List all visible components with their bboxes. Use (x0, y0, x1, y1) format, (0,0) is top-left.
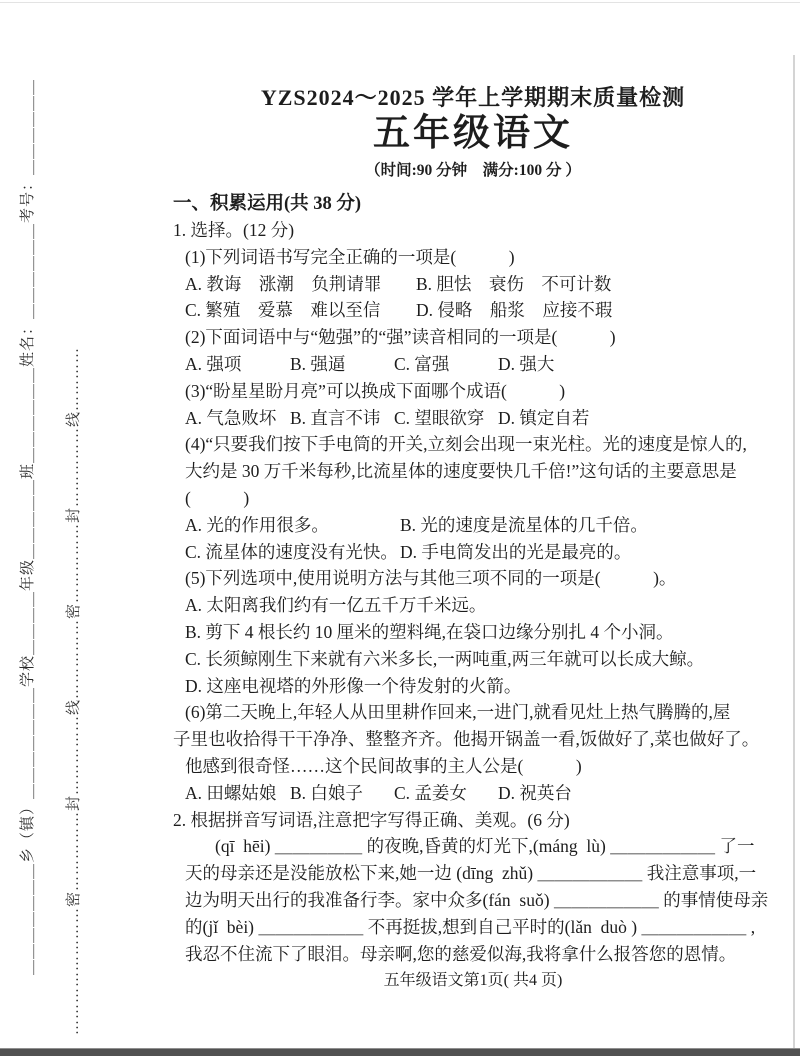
q1-sub5-option-b: B. 剪下 4 根长约 10 厘米的塑料绳,在袋口边缘分别扎 4 个小洞。 (185, 621, 674, 642)
q1-sub2-stem: (2)下面词语中与“勉强”的“强”读音相同的一项是( ) (185, 327, 616, 348)
q1-sub6-options (173, 780, 773, 807)
option-a: A. 气急败坏 (185, 407, 277, 428)
option-d: D. 祝英台 (498, 782, 572, 803)
option-c: C. 繁殖 爱慕 难以至信 (185, 300, 381, 321)
q2-paragraph-line5: 我忍不住流下了眼泪。母亲啊,您的慈爱似海,我将拿什么报答您的恩情。 (185, 943, 737, 964)
question-2-title: 2. 根据拼音写词语,注意把字写得正确、美观。(6 分) (173, 809, 570, 830)
q1-sub3-stem: (3)“盼星星盼月亮”可以换成下面哪个成语( ) (185, 380, 566, 401)
q1-sub2-options (173, 351, 773, 378)
q1-sub1-options-cd (173, 297, 773, 324)
q1-sub4-stem-line1: (4)“只要我们按下手电筒的开关,立刻会出现一束光柱。光的速度是惊人的, (185, 434, 747, 455)
page-footer: 五年级语文第1页( 共4 页) (383, 972, 563, 990)
option-b: B. 白娘子 (290, 782, 363, 803)
option-d: D. 镇定自若 (498, 407, 590, 428)
q1-sub5-option-c: C. 长须鲸刚生下来就有六米多长,一两吨重,两三年就可以长成大鲸。 (185, 648, 705, 669)
q1-sub5-option-a: A. 太阳离我们约有一亿五千万千米远。 (185, 595, 487, 616)
q1-sub5-option-d: D. 这座电视塔的外形像一个待发射的火箭。 (185, 675, 522, 696)
q1-sub1-stem: (1)下列词语书写完全正确的一项是( ) (185, 246, 515, 267)
option-c: C. 流星体的速度没有光快。 (185, 541, 398, 562)
q2-paragraph-line2: 天的母亲还是没能放松下来,她一边 (dīng zhǔ) ＿＿＿＿＿＿ 我注意事项,一 (185, 863, 757, 884)
exam-meta: （时间:90 分钟 满分:100 分 ） (365, 162, 581, 179)
section-1-heading: 一、积累运用(共 38 分) (173, 194, 362, 214)
q1-sub4-options-cd (173, 539, 773, 566)
subject-title: 五年级语文 (373, 113, 573, 154)
option-c: C. 望眼欲穿 (394, 407, 485, 428)
q1-sub4-options-ab (173, 512, 773, 539)
q1-sub6-stem-line2: 子里也收拾得干干净净、整整齐齐。他揭开锅盖一看,饭做好了,菜也做好了。 (173, 729, 760, 750)
q2-paragraph-line1: (qī hēi) ＿＿＿＿＿ 的夜晚,昏黄的灯光下,(máng lù) ＿＿＿＿＿＿ 了一 (215, 836, 755, 857)
option-b: B. 直言不讳 (290, 407, 381, 428)
seal-line: ……………………密……………封……………线……………密……………封……………线………… (66, 346, 82, 1035)
student-info-fields: ＿＿＿＿＿＿＿乡（镇）＿＿＿＿＿＿＿学校＿＿＿＿年级＿＿＿＿＿班＿＿＿＿＿＿姓名：＿＿＿＿＿＿考号：＿＿＿＿＿＿ (20, 78, 36, 975)
q1-sub3-options (173, 405, 773, 432)
exam-title: YZS2024～2025 学年上学期期末质量检测 (260, 85, 686, 110)
exam-content (173, 80, 773, 994)
option-b: B. 强逼 (290, 353, 346, 374)
option-c: C. 富强 (394, 353, 450, 374)
question-1-title: 1. 选择。(12 分) (173, 220, 295, 240)
scan-top-edge (0, 2, 800, 3)
q1-sub5-stem: (5)下列选项中,使用说明方法与其他三项不同的一项是( )。 (185, 568, 677, 589)
scan-right-edge (793, 55, 795, 1050)
q2-paragraph-line4: 的(jǐ bèi) ＿＿＿＿＿＿ 不再挺拔,想到自己平时的(lǎn duò ) ＿＿＿＿＿＿ , (185, 916, 756, 937)
option-d: D. 手电筒发出的光是最亮的。 (400, 541, 632, 562)
q1-sub4-answer-blank: ( ) (185, 487, 250, 508)
q1-sub1-options-ab (173, 271, 773, 298)
q1-sub6-stem-line1: (6)第二天晚上,年轻人从田里耕作回来,一进门,就看见灶上热气腾腾的,屋 (185, 702, 731, 723)
option-a: A. 田螺姑娘 (185, 782, 277, 803)
option-b: B. 光的速度是流星体的几千倍。 (400, 514, 648, 535)
scan-bottom-bar (0, 1048, 800, 1056)
option-c: C. 孟姜女 (394, 782, 467, 803)
option-a: A. 强项 (185, 353, 242, 374)
option-a: A. 教诲 涨潮 负荆请罪 (185, 273, 382, 294)
option-d: D. 侵略 船浆 应接不瑕 (416, 300, 613, 321)
option-b: B. 胆怯 衰伤 不可计数 (416, 273, 612, 294)
q2-paragraph-line3: 边为明天出行的我准备行李。家中众多(fán suǒ) ＿＿＿＿＿＿ 的事情使母亲 (185, 889, 769, 910)
q1-sub4-stem-line2: 大约是 30 万千米每秒,比流星体的速度要快几千倍!”这句话的主要意思是 (185, 461, 737, 482)
q1-sub6-stem-line3: 他感到很奇怪……这个民间故事的主人公是( ) (185, 755, 582, 776)
option-d: D. 强大 (498, 353, 555, 374)
option-a: A. 光的作用很多。 (185, 514, 329, 535)
